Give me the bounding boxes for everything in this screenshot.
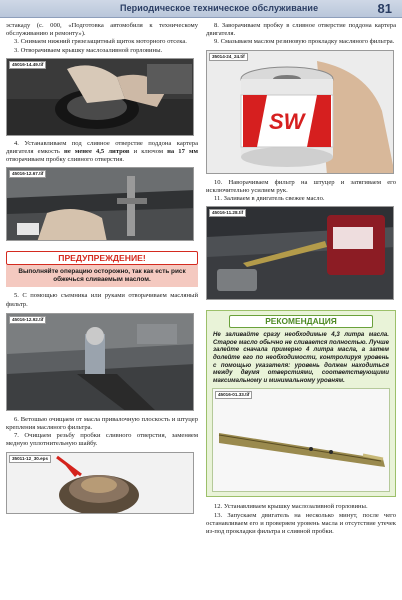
paragraph-8: 8. Заворачиваем пробку в сливное отверстие поддона картера двигателя. bbox=[206, 22, 396, 38]
paragraph-3: 3. Отворачиваем крышку маслозаливной горловины. bbox=[14, 46, 163, 54]
warning-title: ПРЕДУПРЕЖДЕНИЕ! bbox=[6, 251, 198, 265]
paragraph-10: 10. Наворачиваем фильтр на штуцер и затягиваем его исключительно усилием рук. bbox=[206, 178, 396, 194]
photo-filler-cap bbox=[6, 58, 194, 136]
photo-oil-filling bbox=[206, 206, 394, 300]
paragraph-7: 7. Очищаем резьбу пробки сливного отверстия, заменяем медную уплотнительную шайбу. bbox=[6, 432, 198, 448]
recommendation-title: РЕКОМЕНДАЦИЯ bbox=[229, 315, 373, 328]
recommendation-text: Не заливайте сразу необходимые 4,3 литра масла. Старое масло обычно не сливается полностью. Лучше залейте сначала примерно 4 литра масла, а затем долейте его по необходимости, контролируя уровень с помощью указателя: уровень должен находиться между двумя отверстиями, соответствующими максимальному и минимальному уровням. bbox=[213, 331, 389, 384]
photo-drain-plug bbox=[6, 167, 194, 241]
left-column bbox=[6, 22, 198, 514]
page-number: 81 bbox=[377, 1, 392, 16]
paragraph-6: 6. Ветошью очищаем от масла привалочную плоскость и штуцер крепления масляного фильтра. bbox=[6, 415, 198, 432]
warning-box bbox=[6, 251, 198, 287]
paragraph-5: 5. С помощью съемника или руками отворачиваем масляный фильтр. bbox=[6, 292, 198, 308]
paragraph-12: 12. Устанавливаем крышку маслозаливной горловины. bbox=[214, 503, 368, 511]
photo-tag: 45016-12.92.tif bbox=[9, 316, 46, 324]
photo-tag: 45016-01.33.tif bbox=[215, 391, 252, 399]
section-title: Периодическое техническое обслуживание bbox=[120, 3, 319, 13]
photo-dipstick bbox=[212, 388, 390, 492]
photo-tag: 45016-14.49.tif bbox=[9, 61, 46, 69]
photo-tag: 45016-11.28.tif bbox=[209, 209, 246, 217]
warning-text: Выполняйте операцию осторожно, так как есть риск обжечься сливаемым маслом. bbox=[6, 265, 198, 287]
photo-tag: 35014-24_24.tif bbox=[209, 53, 248, 61]
paragraph-13: 13. Запускаем двигатель на несколько минут, после чего останавливаем его и проверяем уровень масла и отсутствие утечек из-под прокладки фильтра и сливной пробки. bbox=[206, 511, 396, 535]
photo-drain-plug-washer bbox=[6, 452, 194, 514]
photo-oil-filter-removal bbox=[6, 313, 194, 411]
paragraph-2: 3. Снимаем нижний грязезащитный щиток моторного отсека. bbox=[14, 38, 187, 46]
paragraph-11: 11. Заливаем в двигатель свежее масло. bbox=[214, 195, 325, 203]
photo-oil-filter bbox=[206, 50, 394, 174]
paragraph-9: 9. Смазываем маслом резиновую прокладку масляного фильтра. bbox=[214, 38, 395, 46]
recommendation-box bbox=[206, 310, 396, 497]
page-header bbox=[0, 0, 402, 18]
paragraph-1: эстакаду (с. 000, «Подготовка автомобиля к техническому обслуживанию и ремонту»). bbox=[6, 22, 198, 38]
paragraph-4: 4. Устанавливаем под сливное отверстие поддона картера двигателя емкость не менее 4,5 литров и ключом на 17 мм отворачиваем пробку сливного отверстия. bbox=[6, 139, 198, 164]
filter-brand-label: SW bbox=[269, 108, 305, 134]
photo-tag: 45016-12.67.tif bbox=[9, 170, 46, 178]
photo-tag: 35011-12_30.eps bbox=[9, 455, 51, 463]
right-column bbox=[206, 22, 396, 536]
